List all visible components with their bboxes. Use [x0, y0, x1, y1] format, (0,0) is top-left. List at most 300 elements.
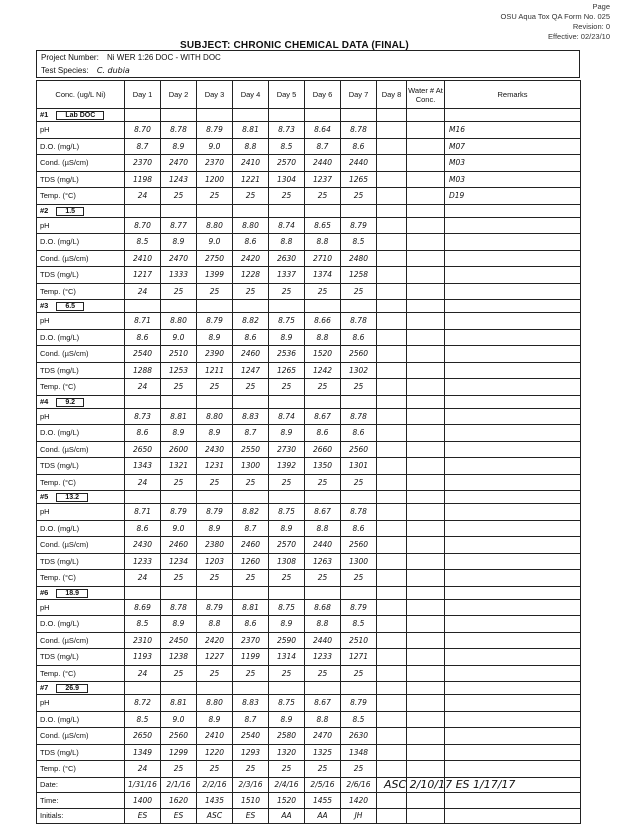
water-cell [407, 379, 445, 396]
remark-cell [445, 283, 581, 300]
measurement-cell [377, 616, 407, 633]
measurement-cell: 8.9 [269, 329, 305, 346]
measurement-cell: 2600 [161, 441, 197, 458]
water-cell [407, 504, 445, 521]
blank-cell [269, 395, 305, 408]
measurement-cell: 8.9 [197, 711, 233, 728]
blank-cell [269, 300, 305, 313]
measurement-cell: 8.9 [161, 234, 197, 251]
parameter-label: Cond. (µS/cm) [37, 537, 125, 554]
measurement-cell: 1288 [125, 362, 161, 379]
blank-cell [125, 109, 161, 122]
measurement-cell: 2440 [341, 155, 377, 172]
measurement-cell: 1299 [161, 744, 197, 761]
water-cell [407, 267, 445, 284]
measurement-cell: 25 [269, 665, 305, 682]
measurement-cell: 1233 [305, 649, 341, 666]
blank-cell [341, 300, 377, 313]
blank-cell [233, 300, 269, 313]
measurement-cell: 2630 [269, 250, 305, 267]
measurement-cell: 1300 [233, 458, 269, 475]
meta-cell: ES [161, 808, 197, 824]
measurement-cell [377, 441, 407, 458]
measurement-cell: 1227 [197, 649, 233, 666]
parameter-label: pH [37, 408, 125, 425]
measurement-cell: 8.9 [161, 616, 197, 633]
measurement-cell: 8.6 [341, 329, 377, 346]
water-cell [407, 616, 445, 633]
measurement-cell: 2440 [305, 537, 341, 554]
section-number: #5 [40, 492, 49, 501]
measurement-cell: 24 [125, 570, 161, 587]
measurement-cell [377, 632, 407, 649]
measurement-cell: 8.74 [269, 408, 305, 425]
header-effective-date: Effective: 02/23/10 [548, 32, 610, 41]
measurement-cell: 25 [341, 761, 377, 778]
water-cell [407, 695, 445, 712]
table-row [37, 122, 581, 139]
water-cell [407, 793, 445, 809]
measurement-cell: 1320 [269, 744, 305, 761]
measurement-cell: 1199 [233, 649, 269, 666]
parameter-label: D.O. (mg/L) [37, 329, 125, 346]
meta-cell [377, 793, 407, 809]
chemical-data-table [36, 80, 581, 824]
measurement-cell: 8.79 [197, 122, 233, 139]
measurement-cell: 8.83 [233, 408, 269, 425]
remark-cell [445, 458, 581, 475]
remark-cell [445, 329, 581, 346]
measurement-cell: 8.65 [305, 217, 341, 234]
blank-cell [445, 491, 581, 504]
parameter-label: Temp. (°C) [37, 283, 125, 300]
measurement-cell: 1233 [125, 553, 161, 570]
measurement-cell: 8.80 [197, 217, 233, 234]
day-header: Day 3 [197, 81, 233, 109]
parameter-label: TDS (mg/L) [37, 267, 125, 284]
measurement-cell: 2710 [305, 250, 341, 267]
meta-cell: 2/5/16 [305, 777, 341, 793]
table-row [37, 362, 581, 379]
measurement-cell: 2480 [341, 250, 377, 267]
blank-cell [341, 586, 377, 599]
measurement-cell: 25 [269, 188, 305, 205]
parameter-label: D.O. (mg/L) [37, 138, 125, 155]
parameter-label: D.O. (mg/L) [37, 520, 125, 537]
parameter-label: D.O. (mg/L) [37, 425, 125, 442]
remark-cell [445, 695, 581, 712]
measurement-cell [377, 346, 407, 363]
measurement-cell: 8.79 [197, 599, 233, 616]
blank-cell [407, 586, 445, 599]
measurement-cell: 8.70 [125, 122, 161, 139]
blank-cell [445, 395, 581, 408]
measurement-cell: 8.81 [161, 408, 197, 425]
blank-cell [161, 586, 197, 599]
measurement-cell: 8.6 [125, 520, 161, 537]
measurement-cell [377, 267, 407, 284]
parameter-label: Cond. (µS/cm) [37, 346, 125, 363]
measurement-cell: 25 [233, 283, 269, 300]
measurement-cell: 8.9 [269, 711, 305, 728]
parameter-label: TDS (mg/L) [37, 458, 125, 475]
measurement-cell: 8.81 [233, 122, 269, 139]
measurement-cell: 8.73 [269, 122, 305, 139]
measurement-cell [377, 599, 407, 616]
remark-cell [445, 250, 581, 267]
parameter-label: TDS (mg/L) [37, 553, 125, 570]
measurement-cell: 25 [233, 761, 269, 778]
measurement-cell: 8.8 [305, 234, 341, 251]
remark-cell: D19 [445, 188, 581, 205]
blank-cell [125, 682, 161, 695]
blank-cell [341, 204, 377, 217]
section-header-row [37, 395, 581, 408]
day-header: Day 1 [125, 81, 161, 109]
measurement-cell [377, 711, 407, 728]
measurement-cell: 8.6 [341, 520, 377, 537]
measurement-cell: 2440 [305, 155, 341, 172]
section-concentration: 6.5 [56, 302, 84, 311]
measurement-cell: 8.71 [125, 504, 161, 521]
meta-cell: 1400 [125, 793, 161, 809]
meta-cell: JH [341, 808, 377, 824]
measurement-cell [377, 649, 407, 666]
measurement-cell: 2430 [197, 441, 233, 458]
measurement-cell: 1348 [341, 744, 377, 761]
measurement-cell: 8.82 [233, 313, 269, 330]
species-row [41, 66, 130, 75]
table-row [37, 408, 581, 425]
blank-cell [197, 204, 233, 217]
measurement-cell: 25 [233, 474, 269, 491]
remark-cell [445, 616, 581, 633]
section-header-row [37, 109, 581, 122]
measurement-cell: 2536 [269, 346, 305, 363]
water-cell [407, 761, 445, 778]
measurement-cell: 1304 [269, 171, 305, 188]
measurement-cell: 1314 [269, 649, 305, 666]
measurement-cell: 8.9 [161, 425, 197, 442]
measurement-cell: 2560 [341, 441, 377, 458]
parameter-label: Temp. (°C) [37, 761, 125, 778]
measurement-cell: 2650 [125, 441, 161, 458]
measurement-cell: 8.6 [305, 425, 341, 442]
measurement-cell: 2580 [269, 728, 305, 745]
blank-cell [445, 300, 581, 313]
water-cell [407, 711, 445, 728]
blank-cell [161, 395, 197, 408]
measurement-cell: 8.9 [269, 616, 305, 633]
meta-cell: 1520 [269, 793, 305, 809]
measurement-cell: 25 [305, 188, 341, 205]
blank-cell [377, 682, 407, 695]
blank-cell [305, 491, 341, 504]
measurement-cell: 8.9 [161, 138, 197, 155]
parameter-label: pH [37, 695, 125, 712]
table-row [37, 217, 581, 234]
measurement-cell [377, 761, 407, 778]
measurement-cell: 1300 [341, 553, 377, 570]
blank-cell [161, 109, 197, 122]
measurement-cell [377, 728, 407, 745]
measurement-cell: 2630 [341, 728, 377, 745]
blank-cell [125, 395, 161, 408]
measurement-cell: 1234 [161, 553, 197, 570]
measurement-cell: 1260 [233, 553, 269, 570]
measurement-cell: 8.8 [269, 234, 305, 251]
measurement-cell: 2390 [197, 346, 233, 363]
measurement-cell [377, 504, 407, 521]
parameter-label: Cond. (µS/cm) [37, 728, 125, 745]
measurement-cell: 25 [305, 379, 341, 396]
measurement-cell: 25 [197, 570, 233, 587]
section-number: #2 [40, 205, 49, 215]
remark-cell [445, 474, 581, 491]
measurement-cell: 2470 [161, 250, 197, 267]
water-header: Water # At Conc. [407, 81, 445, 109]
measurement-cell: 25 [161, 570, 197, 587]
measurement-cell: 2420 [197, 632, 233, 649]
blank-cell [269, 586, 305, 599]
measurement-cell: 1337 [269, 267, 305, 284]
blank-cell [377, 586, 407, 599]
table-row [37, 504, 581, 521]
measurement-cell: 2550 [233, 441, 269, 458]
water-cell [407, 346, 445, 363]
parameter-label: TDS (mg/L) [37, 362, 125, 379]
blank-cell [305, 395, 341, 408]
measurement-cell: 25 [269, 474, 305, 491]
table-row [37, 570, 581, 587]
measurement-cell: 8.83 [233, 695, 269, 712]
measurement-cell: 8.78 [341, 504, 377, 521]
measurement-cell [377, 138, 407, 155]
measurement-cell: 8.6 [233, 234, 269, 251]
measurement-cell: 8.7 [233, 711, 269, 728]
blank-cell [233, 204, 269, 217]
measurement-cell [377, 553, 407, 570]
measurement-cell: 2440 [305, 632, 341, 649]
measurement-cell: 2560 [341, 346, 377, 363]
blank-cell [161, 300, 197, 313]
measurement-cell [377, 329, 407, 346]
blank-cell [233, 682, 269, 695]
measurement-cell: 8.5 [125, 234, 161, 251]
section-concentration: 1.5 [56, 207, 84, 216]
remark-cell [445, 267, 581, 284]
measurement-cell: 8.79 [341, 217, 377, 234]
measurement-cell: 25 [341, 474, 377, 491]
measurement-cell [377, 458, 407, 475]
remark-cell [445, 744, 581, 761]
measurement-cell: 8.81 [233, 599, 269, 616]
measurement-cell: 1198 [125, 171, 161, 188]
parameter-label: pH [37, 217, 125, 234]
blank-cell [341, 682, 377, 695]
blank-cell [161, 682, 197, 695]
measurement-cell: 8.72 [125, 695, 161, 712]
meta-cell: 2/4/16 [269, 777, 305, 793]
parameter-label: TDS (mg/L) [37, 649, 125, 666]
parameter-label: Temp. (°C) [37, 665, 125, 682]
measurement-cell [377, 155, 407, 172]
remark-cell [445, 362, 581, 379]
measurement-cell: 2310 [125, 632, 161, 649]
measurement-cell: 8.67 [305, 695, 341, 712]
section-header-row [37, 300, 581, 313]
measurement-cell: 2650 [125, 728, 161, 745]
measurement-cell: 8.8 [197, 616, 233, 633]
day-header: Day 7 [341, 81, 377, 109]
blank-cell [197, 395, 233, 408]
measurement-cell [377, 408, 407, 425]
measurement-cell: 8.80 [197, 408, 233, 425]
measurement-cell: 25 [305, 283, 341, 300]
measurement-cell: 2420 [233, 250, 269, 267]
measurement-cell: 1200 [197, 171, 233, 188]
water-cell [407, 188, 445, 205]
measurement-cell: 2660 [305, 441, 341, 458]
measurement-cell: 8.66 [305, 313, 341, 330]
blank-cell [161, 204, 197, 217]
measurement-cell: 25 [197, 761, 233, 778]
remark-cell: M07 [445, 138, 581, 155]
meta-cell: 2/6/16 [341, 777, 377, 793]
blank-cell [161, 491, 197, 504]
measurement-cell [377, 537, 407, 554]
blank-cell [269, 491, 305, 504]
page-title: SUBJECT: CHRONIC CHEMICAL DATA (FINAL) [180, 40, 409, 51]
measurement-cell: 1247 [233, 362, 269, 379]
water-cell [407, 474, 445, 491]
measurement-cell: 8.6 [125, 425, 161, 442]
blank-cell [233, 586, 269, 599]
measurement-cell: 8.9 [197, 329, 233, 346]
remark-cell [445, 408, 581, 425]
blank-cell [197, 300, 233, 313]
measurement-cell: 1302 [341, 362, 377, 379]
measurement-cell: 9.0 [197, 138, 233, 155]
measurement-cell: 2560 [161, 728, 197, 745]
day-header: Day 8 [377, 81, 407, 109]
parameter-label: Temp. (°C) [37, 570, 125, 587]
table-row [37, 250, 581, 267]
measurement-cell: 1333 [161, 267, 197, 284]
measurement-cell: 2730 [269, 441, 305, 458]
measurement-cell [377, 570, 407, 587]
parameter-label: Cond. (µS/cm) [37, 250, 125, 267]
project-row [41, 53, 221, 62]
meta-cell: ASC [197, 808, 233, 824]
measurement-cell: 1374 [305, 267, 341, 284]
conc-header: Conc. (ug/L Ni) [37, 81, 125, 109]
parameter-label: Temp. (°C) [37, 474, 125, 491]
signature-line: ASC 2/10/17 ES 1/17/17 [384, 778, 516, 791]
table-row [37, 474, 581, 491]
meta-label: Time: [37, 793, 125, 809]
parameter-label: pH [37, 313, 125, 330]
measurement-cell: 1238 [161, 649, 197, 666]
measurement-cell: 1308 [269, 553, 305, 570]
measurement-cell: 8.9 [197, 425, 233, 442]
measurement-cell: 8.78 [341, 122, 377, 139]
project-box [36, 50, 580, 78]
blank-cell [305, 204, 341, 217]
table-row [37, 665, 581, 682]
measurement-cell: 8.75 [269, 313, 305, 330]
section-concentration: 18.9 [56, 589, 88, 598]
measurement-cell [377, 217, 407, 234]
measurement-cell: 1301 [341, 458, 377, 475]
measurement-cell: 2590 [269, 632, 305, 649]
parameter-label: Temp. (°C) [37, 188, 125, 205]
measurement-cell: 24 [125, 665, 161, 682]
section-number: #1 [40, 110, 49, 119]
measurement-cell: 8.74 [269, 217, 305, 234]
meta-label: Initials: [37, 808, 125, 824]
measurement-cell: 2380 [197, 537, 233, 554]
header-form-number: OSU Aqua Tox QA Form No. 025 [500, 12, 610, 21]
measurement-cell: 25 [161, 474, 197, 491]
measurement-cell: 1211 [197, 362, 233, 379]
parameter-label: TDS (mg/L) [37, 744, 125, 761]
blank-cell [377, 204, 407, 217]
water-cell [407, 632, 445, 649]
measurement-cell: 24 [125, 379, 161, 396]
day-header: Day 2 [161, 81, 197, 109]
measurement-cell: 1520 [305, 346, 341, 363]
measurement-cell: 2410 [125, 250, 161, 267]
measurement-cell: 1293 [233, 744, 269, 761]
water-cell [407, 808, 445, 824]
water-cell [407, 728, 445, 745]
measurement-cell: 8.5 [341, 711, 377, 728]
measurement-cell: 8.5 [125, 711, 161, 728]
table-row [37, 761, 581, 778]
blank-cell [341, 491, 377, 504]
table-row [37, 138, 581, 155]
species-value: C. dubia [96, 66, 130, 75]
remark-cell [445, 217, 581, 234]
water-cell [407, 155, 445, 172]
water-cell [407, 250, 445, 267]
measurement-cell: 25 [233, 665, 269, 682]
meta-cell: ES [233, 808, 269, 824]
water-cell [407, 553, 445, 570]
parameter-label: Temp. (°C) [37, 379, 125, 396]
water-cell [407, 425, 445, 442]
form-header [501, 2, 611, 42]
parameter-label: Cond. (µS/cm) [37, 441, 125, 458]
measurement-cell: 25 [197, 283, 233, 300]
project-label: Project Number: [41, 53, 99, 62]
measurement-cell [377, 474, 407, 491]
measurement-cell: 25 [341, 379, 377, 396]
blank-cell [377, 300, 407, 313]
table-row [37, 695, 581, 712]
measurement-cell: 8.6 [233, 616, 269, 633]
section-concentration: 26.9 [56, 684, 88, 693]
remark-cell [445, 728, 581, 745]
measurement-cell: 8.82 [233, 504, 269, 521]
water-cell [407, 520, 445, 537]
measurement-cell: 25 [233, 379, 269, 396]
measurement-cell: 25 [269, 761, 305, 778]
measurement-cell: 25 [269, 283, 305, 300]
measurement-cell: 8.8 [305, 329, 341, 346]
table-row [37, 313, 581, 330]
